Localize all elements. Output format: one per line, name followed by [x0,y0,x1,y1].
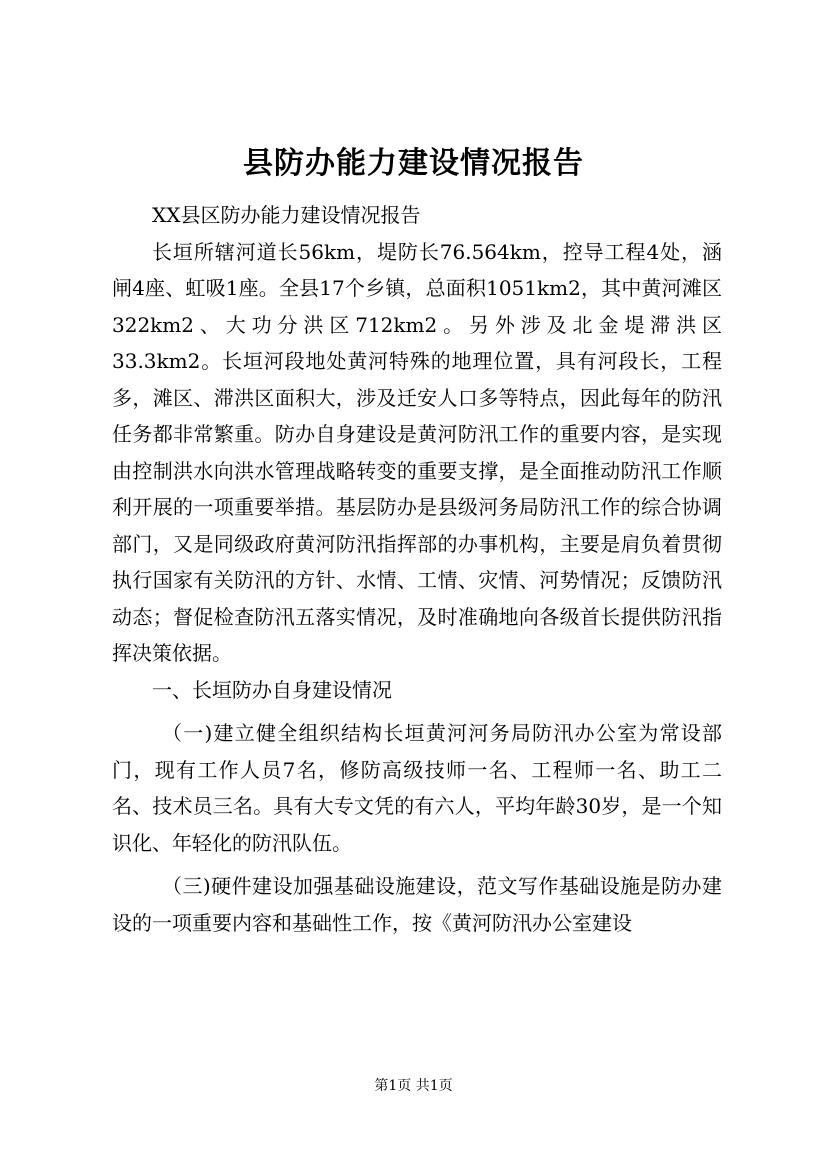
overview-paragraph: 长垣所辖河道长56km，堤防长76.564km，控导工程4处，涵闸4座、虹吸1座。全县17个乡镇，总面积1051km2，其中黄河滩区322km2、大功分洪区712km2。另外涉及北金堤滞洪区33.3km2。长垣河段地处黄河特殊的地理位置，具有河段长，工程多，滩区、滞洪区面积大，涉及迁安人口多等特点，因此每年的防汛任务都非常繁重。防办自身建设是黄河防汛工作的重要内容，是实现由控制洪水向洪水管理战略转变的重要支撑，是全面推动防汛工作顺利开展的一项重要举措。基层防办是县级河务局防汛工作的综合协调部门，又是同级政府黄河防汛指挥部的办事机构，主要是肩负着贯彻执行国家有关防汛的方针、水情、工情、灾情、河势情况；反馈防汛动态；督促检查防汛五落实情况，及时准确地向各级首长提供防汛指挥决策依据。 [112,239,722,665]
hardware-paragraph: （三)硬件建设加强基础设施建设，范文写作基础设施是防办建设的一项重要内容和基础性工作，按《黄河防汛办公室建设 [112,874,722,935]
page-footer: 第1页 共1页 [374,1078,453,1094]
section-heading: 一、长垣防办自身建设情况 [152,677,392,702]
organization-paragraph: （一)建立健全组织结构长垣黄河河务局防汛办公室为常设部门，现有工作人员7名，修防高级技师一名、工程师一名、助工二名、技术员三名。具有大专文凭的有六人，平均年龄30岁，是一个知识化、年轻化的防汛队伍。 [112,721,722,855]
subtitle-paragraph: XX县区防办能力建设情况报告 [152,203,421,227]
document-body [112,197,722,941]
document-title: 县防办能力建设情况报告 [243,146,584,181]
